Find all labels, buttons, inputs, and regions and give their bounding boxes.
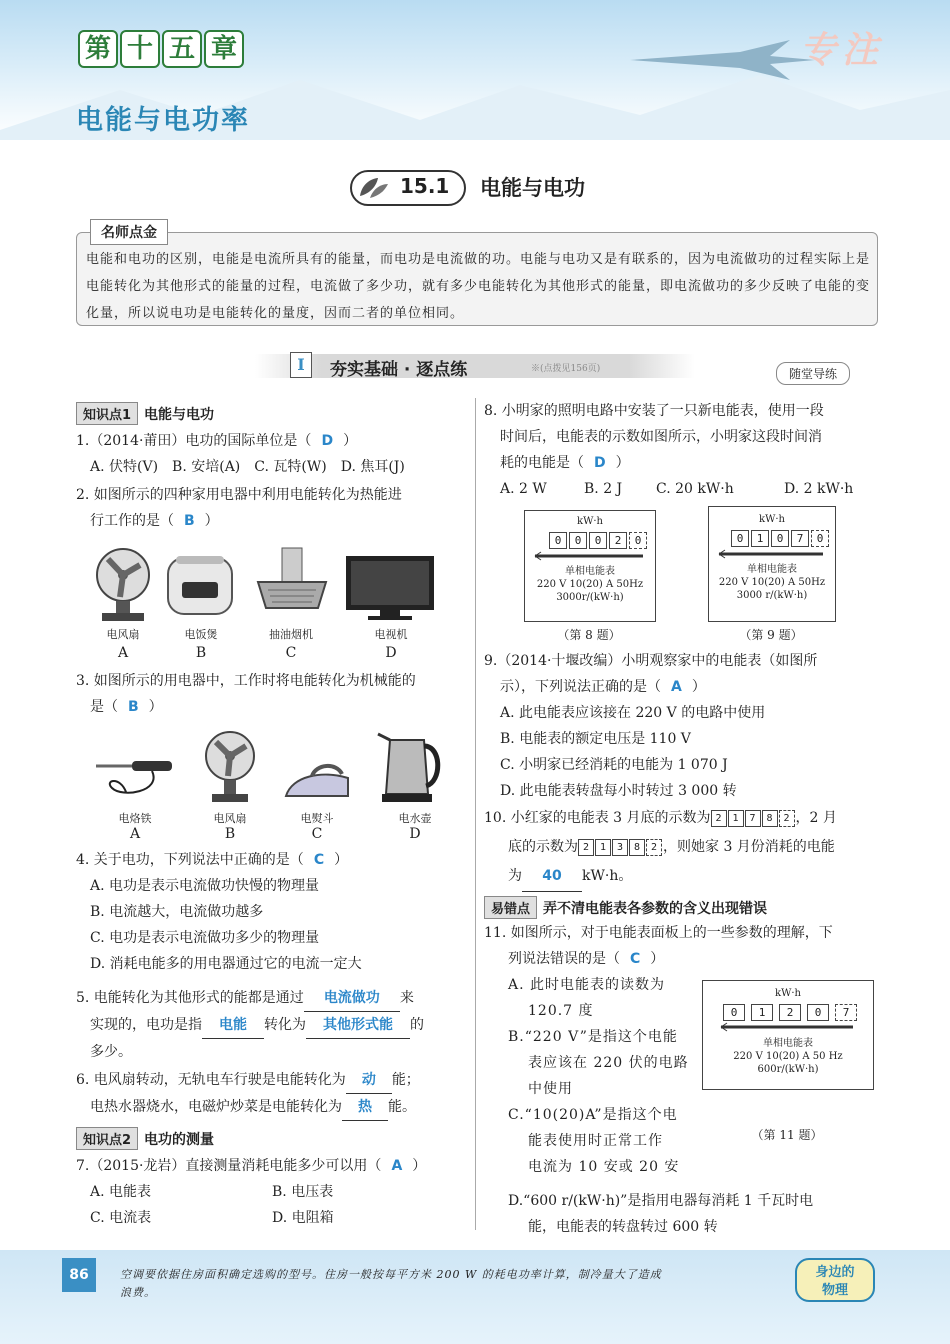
img-letter: C bbox=[311, 826, 323, 842]
footer-logo bbox=[795, 1258, 875, 1302]
option: C. 瓦特(W) bbox=[254, 459, 327, 475]
knowledge-point-2 bbox=[76, 1127, 214, 1150]
meter-digit: 2 bbox=[711, 810, 727, 827]
q-text: kW·h。 bbox=[582, 868, 633, 884]
q-stem: 9.（2014·十堰改编）小明观察家中的电能表（如图所 bbox=[484, 653, 818, 669]
img-letter: D bbox=[409, 826, 421, 842]
meter-digit: 0 bbox=[723, 1004, 745, 1021]
q-stem: 是（ bbox=[90, 699, 118, 715]
meter-digit: 7 bbox=[835, 1004, 857, 1021]
rice-cooker-image bbox=[162, 548, 238, 620]
energy-meter-q9 bbox=[708, 506, 836, 622]
meter-name: 单相电能表 bbox=[763, 1038, 813, 1049]
meter-reading-march bbox=[711, 810, 796, 827]
q-stem: 7.（2015·龙岩）直接测量消耗电能多少可以用（ bbox=[76, 1158, 382, 1174]
option: 电流为 10 安或 20 安 bbox=[528, 1159, 680, 1175]
q-end: ） bbox=[334, 852, 349, 868]
meter-digit: 1 bbox=[595, 839, 611, 856]
meter-digit: 1 bbox=[751, 530, 769, 547]
mistake-title: 弄不清电能表各参数的含义出现错误 bbox=[543, 901, 768, 917]
option: D. 此电能表转盘每小时转过 3 000 转 bbox=[500, 783, 737, 799]
meter-spec: 220 V 10(20) A 50 Hz bbox=[733, 1051, 843, 1062]
answer: C bbox=[630, 951, 641, 967]
option: B. 电流越大，电流做功越多 bbox=[90, 904, 264, 920]
answer: C bbox=[313, 852, 325, 868]
q-text: 实现的，电功是指 bbox=[90, 1017, 202, 1033]
logo-line: 物理 bbox=[821, 1283, 848, 1298]
option: 中使用 bbox=[528, 1081, 573, 1097]
fan-image bbox=[200, 728, 260, 804]
q-stem: 列说法错误的是（ bbox=[508, 951, 620, 967]
banner-number: I bbox=[290, 352, 312, 378]
meter-reading-february bbox=[578, 839, 663, 856]
option: A. 电能表 bbox=[90, 1184, 152, 1200]
img-letter: B bbox=[195, 645, 207, 661]
kp-tag: 知识点2 bbox=[76, 1127, 138, 1150]
option: 能表使用时正常工作 bbox=[528, 1133, 663, 1149]
q-end: ） bbox=[650, 951, 665, 967]
q-text: 6. 电风扇转动，无轨电车行驶是电能转化为 bbox=[76, 1072, 346, 1088]
fill-blank: 电流做功 bbox=[304, 985, 400, 1012]
meter-unit: kW·h bbox=[759, 514, 785, 525]
meter-digit: 0 bbox=[589, 532, 607, 549]
question-1 bbox=[76, 428, 471, 480]
q-stem: 行工作的是（ bbox=[90, 513, 174, 529]
kp-title: 电能与电功 bbox=[144, 407, 215, 423]
meter-digit: 1 bbox=[751, 1004, 773, 1021]
meter-digit: 0 bbox=[731, 530, 749, 547]
footer-tip-line: 空调要依据住房面积确定选购的型号。住房一般按每平方米 200 W 的耗电功率计算，制冷量大了造成 bbox=[120, 1268, 662, 1281]
option: A. 电功是表示电流做功快慢的物理量 bbox=[90, 878, 320, 894]
option: B. 电压表 bbox=[272, 1184, 334, 1200]
meter-digit: 0 bbox=[771, 530, 789, 547]
meter-spec: 220 V 10(20) A 50Hz bbox=[536, 579, 644, 590]
q-stem: 4. 关于电功，下列说法中正确的是（ bbox=[76, 852, 304, 868]
option: A. 伏特(V) bbox=[90, 459, 159, 475]
q-text: 为 bbox=[508, 868, 522, 884]
option: C.“10(20)A”是指这个电 bbox=[508, 1107, 678, 1123]
img-caption: 电风扇 bbox=[213, 812, 247, 825]
jet-icon bbox=[620, 30, 820, 90]
option: 能，电能表的转盘转过 600 转 bbox=[528, 1219, 718, 1235]
teacher-tips-text: 电能和电功的区别，电能是电流所具有的能量，而电功是电流做的功。电能与电功又是有联系的，因为电流做功的过程实际上是电能转化为其他形式的能量的过程，电流做了多少功，就有多少电能转化为其他形式的能量，即电流做功的多少反映了电能的变化量，所以说电功是电能转化的量度，因而二者的单位相同。 bbox=[86, 252, 871, 321]
img-letter: C bbox=[285, 645, 297, 661]
option: C. 电功是表示电流做功多少的物理量 bbox=[90, 930, 320, 946]
q-text: ，2 月 bbox=[795, 810, 837, 826]
figure-caption: （第 8 题） bbox=[557, 628, 621, 642]
img-caption: 电视机 bbox=[374, 628, 408, 641]
chapter-number bbox=[78, 30, 278, 66]
option: B. 2 J bbox=[584, 481, 623, 497]
figure-caption: （第 9 题） bbox=[739, 628, 803, 642]
img-caption: 电饭煲 bbox=[184, 628, 218, 641]
chapter-char: 十 bbox=[120, 30, 160, 68]
q-stem: 耗的电能是（ bbox=[500, 455, 584, 471]
common-mistake bbox=[484, 896, 767, 919]
meter-dial bbox=[709, 549, 833, 559]
banner-hint: ※(点拨见156页) bbox=[531, 364, 601, 374]
option: C. 小明家已经消耗的电能为 1 070 J bbox=[500, 757, 728, 773]
practice-banner bbox=[255, 354, 695, 378]
option: B. 安培(A) bbox=[172, 459, 241, 475]
meter-unit: kW·h bbox=[775, 988, 801, 999]
kettle-image bbox=[376, 724, 446, 806]
soldering-iron-image bbox=[92, 752, 178, 804]
chapter-char: 第 bbox=[78, 30, 118, 68]
meter-dial bbox=[525, 551, 653, 561]
img-letter: B bbox=[224, 826, 236, 842]
fill-blank: 热 bbox=[342, 1094, 388, 1121]
meter-digits bbox=[549, 532, 655, 549]
fill-blank: 电能 bbox=[202, 1012, 264, 1039]
meter-digit: 8 bbox=[629, 839, 645, 856]
option: D.“600 r/(kW·h)”是指用电器每消耗 1 千瓦时电 bbox=[508, 1193, 814, 1209]
section-number: 15.1 bbox=[400, 174, 450, 198]
q11-options bbox=[508, 972, 698, 1180]
meter-rev: 3000 r/(kW·h) bbox=[736, 590, 808, 601]
option: A. 此时电能表的读数为 bbox=[508, 977, 666, 993]
figure-caption: （第 11 题） bbox=[751, 1128, 823, 1142]
q-end: ） bbox=[691, 679, 706, 695]
option: D. 焦耳(J) bbox=[340, 459, 405, 475]
q-stem: 2. 如图所示的四种家用电器中利用电能转化为热能进 bbox=[76, 487, 402, 503]
q-text: 来 bbox=[399, 990, 414, 1006]
question-11 bbox=[484, 920, 884, 972]
meter-digit: 0 bbox=[549, 532, 567, 549]
q-stem: 示），下列说法正确的是（ bbox=[500, 679, 661, 695]
q-end: ） bbox=[412, 1158, 427, 1174]
q-text: 5. 电能转化为其他形式的能都是通过 bbox=[76, 990, 304, 1006]
option: D. 2 kW·h bbox=[784, 481, 854, 497]
q-stem: 1.（2014·莆田）电功的国际单位是（ bbox=[76, 433, 312, 449]
teacher-tips-label: 名师点金 bbox=[90, 219, 168, 245]
answer: A bbox=[391, 1158, 403, 1174]
question-5 bbox=[76, 985, 471, 1065]
option: B.“220 V”是指这个电能 bbox=[508, 1029, 678, 1045]
q-text: 多少。 bbox=[90, 1044, 132, 1060]
fan-image bbox=[88, 545, 158, 623]
section-title: 电能与电功 bbox=[480, 176, 585, 200]
meter-digit: 8 bbox=[762, 810, 778, 827]
option: A. 此电能表应该接在 220 V 的电路中使用 bbox=[500, 705, 766, 721]
chapter-char: 五 bbox=[162, 30, 202, 68]
meter-digit: 1 bbox=[728, 810, 744, 827]
meter-digits bbox=[731, 530, 835, 547]
img-caption: 电烙铁 bbox=[118, 812, 152, 825]
answer: B bbox=[128, 699, 139, 715]
q-text: 的 bbox=[410, 1017, 424, 1033]
img-caption: 抽油烟机 bbox=[269, 628, 313, 641]
q-text: 能。 bbox=[388, 1099, 416, 1115]
mistake-tag: 易错点 bbox=[484, 896, 537, 919]
meter-digit: 0 bbox=[807, 1004, 829, 1021]
img-letter: A bbox=[117, 645, 129, 661]
answer: D bbox=[594, 455, 606, 471]
range-hood-image bbox=[252, 546, 332, 622]
img-letter: A bbox=[129, 826, 141, 842]
q-text: ，则她家 3 月份消耗的电能 bbox=[663, 839, 835, 855]
meter-digit: 7 bbox=[791, 530, 809, 547]
page-number: 86 bbox=[62, 1258, 96, 1292]
img-caption: 电水壶 bbox=[398, 812, 432, 825]
img-caption: 电风扇 bbox=[106, 628, 140, 641]
fill-blank: 其他形式能 bbox=[306, 1012, 410, 1039]
iron-image bbox=[282, 756, 352, 806]
meter-digit: 0 bbox=[811, 530, 829, 547]
meter-digit: 2 bbox=[578, 839, 594, 856]
q-text: 能； bbox=[391, 1072, 420, 1088]
q-stem: 8. 小明家的照明电路中安装了一只新电能表，使用一段 bbox=[484, 403, 824, 419]
option: B. 电能表的额定电压是 110 V bbox=[500, 731, 691, 747]
q-end: ） bbox=[148, 699, 163, 715]
meter-dial bbox=[703, 1021, 871, 1033]
logo-line: 身边的 bbox=[815, 1265, 855, 1280]
question-8 bbox=[484, 398, 884, 502]
answer: D bbox=[321, 433, 334, 449]
option: C. 电流表 bbox=[90, 1210, 152, 1226]
answer: A bbox=[671, 679, 682, 695]
meter-digits bbox=[723, 1004, 873, 1021]
q-text: 转化为 bbox=[264, 1017, 306, 1033]
q-end: ） bbox=[615, 455, 630, 471]
meter-digit: 3 bbox=[612, 839, 628, 856]
meter-name: 单相电能表 bbox=[747, 564, 797, 575]
energy-meter-q11 bbox=[702, 980, 874, 1090]
corner-text: 专注 bbox=[800, 29, 885, 71]
option: D. 电阻箱 bbox=[272, 1210, 334, 1226]
kp-title: 电功的测量 bbox=[144, 1132, 215, 1148]
q-text: 电热水器烧水，电磁炉炒菜是电能转化为 bbox=[90, 1099, 342, 1115]
question-3 bbox=[76, 668, 471, 720]
meter-digit: 7 bbox=[745, 810, 761, 827]
fill-blank: 40 bbox=[522, 862, 582, 892]
option: A. 2 W bbox=[500, 481, 547, 497]
q-stem: 11. 如图所示，对于电能表面板上的一些参数的理解，下 bbox=[484, 925, 833, 941]
energy-meter-q8 bbox=[524, 510, 656, 622]
kp-tag: 知识点1 bbox=[76, 402, 138, 425]
question-7 bbox=[76, 1153, 471, 1231]
knowledge-point-1 bbox=[76, 402, 214, 425]
footer-tip-line: 浪费。 bbox=[120, 1286, 156, 1299]
option: C. 20 kW·h bbox=[656, 481, 734, 497]
meter-digit: 2 bbox=[779, 810, 795, 827]
chapter-title: 电能与电功率 bbox=[76, 105, 250, 136]
tv-image bbox=[344, 554, 436, 622]
chapter-char: 章 bbox=[204, 30, 244, 68]
banner-title: 夯实基础 · 逐点练 bbox=[330, 360, 468, 380]
q11-option-d bbox=[508, 1188, 888, 1240]
img-letter: D bbox=[385, 645, 397, 661]
question-2 bbox=[76, 482, 471, 534]
class-guide-tag: 随堂导练 bbox=[776, 362, 850, 385]
q-text: 10. 小红家的电能表 3 月底的示数为 bbox=[484, 810, 711, 826]
question-10 bbox=[484, 804, 884, 892]
meter-rev: 3000r/(kW·h) bbox=[556, 592, 624, 603]
meter-digit: 0 bbox=[629, 532, 647, 549]
option: D. 消耗电能多的用电器通过它的电流一定大 bbox=[90, 956, 362, 972]
q-end: ） bbox=[343, 433, 358, 449]
meter-digit: 0 bbox=[569, 532, 587, 549]
meter-rev: 600r/(kW·h) bbox=[757, 1064, 819, 1075]
question-4 bbox=[76, 847, 471, 977]
answer: B bbox=[184, 513, 195, 529]
meter-unit: kW·h bbox=[577, 516, 603, 527]
leaf-icon bbox=[356, 174, 392, 200]
meter-digit: 2 bbox=[779, 1004, 801, 1021]
meter-name: 单相电能表 bbox=[565, 566, 615, 577]
q-stem: 3. 如图所示的用电器中，工作时将电能转化为机械能的 bbox=[76, 673, 416, 689]
footer-tip bbox=[120, 1266, 780, 1302]
q-stem: 时间后，电能表的示数如图所示，小明家这段时间消 bbox=[500, 429, 822, 445]
column-divider bbox=[475, 398, 476, 1230]
q-text: 底的示数为 bbox=[508, 839, 578, 855]
q-end: ） bbox=[204, 513, 219, 529]
option: 120.7 度 bbox=[528, 1003, 594, 1019]
question-9 bbox=[484, 648, 884, 804]
meter-digit: 2 bbox=[646, 839, 662, 856]
question-6 bbox=[76, 1067, 471, 1121]
meter-digit: 2 bbox=[609, 532, 627, 549]
meter-spec: 220 V 10(20) A 50Hz bbox=[718, 577, 826, 588]
img-caption: 电熨斗 bbox=[300, 812, 334, 825]
fill-blank: 动 bbox=[346, 1067, 392, 1094]
option: 表应该在 220 伏的电路 bbox=[528, 1055, 689, 1071]
